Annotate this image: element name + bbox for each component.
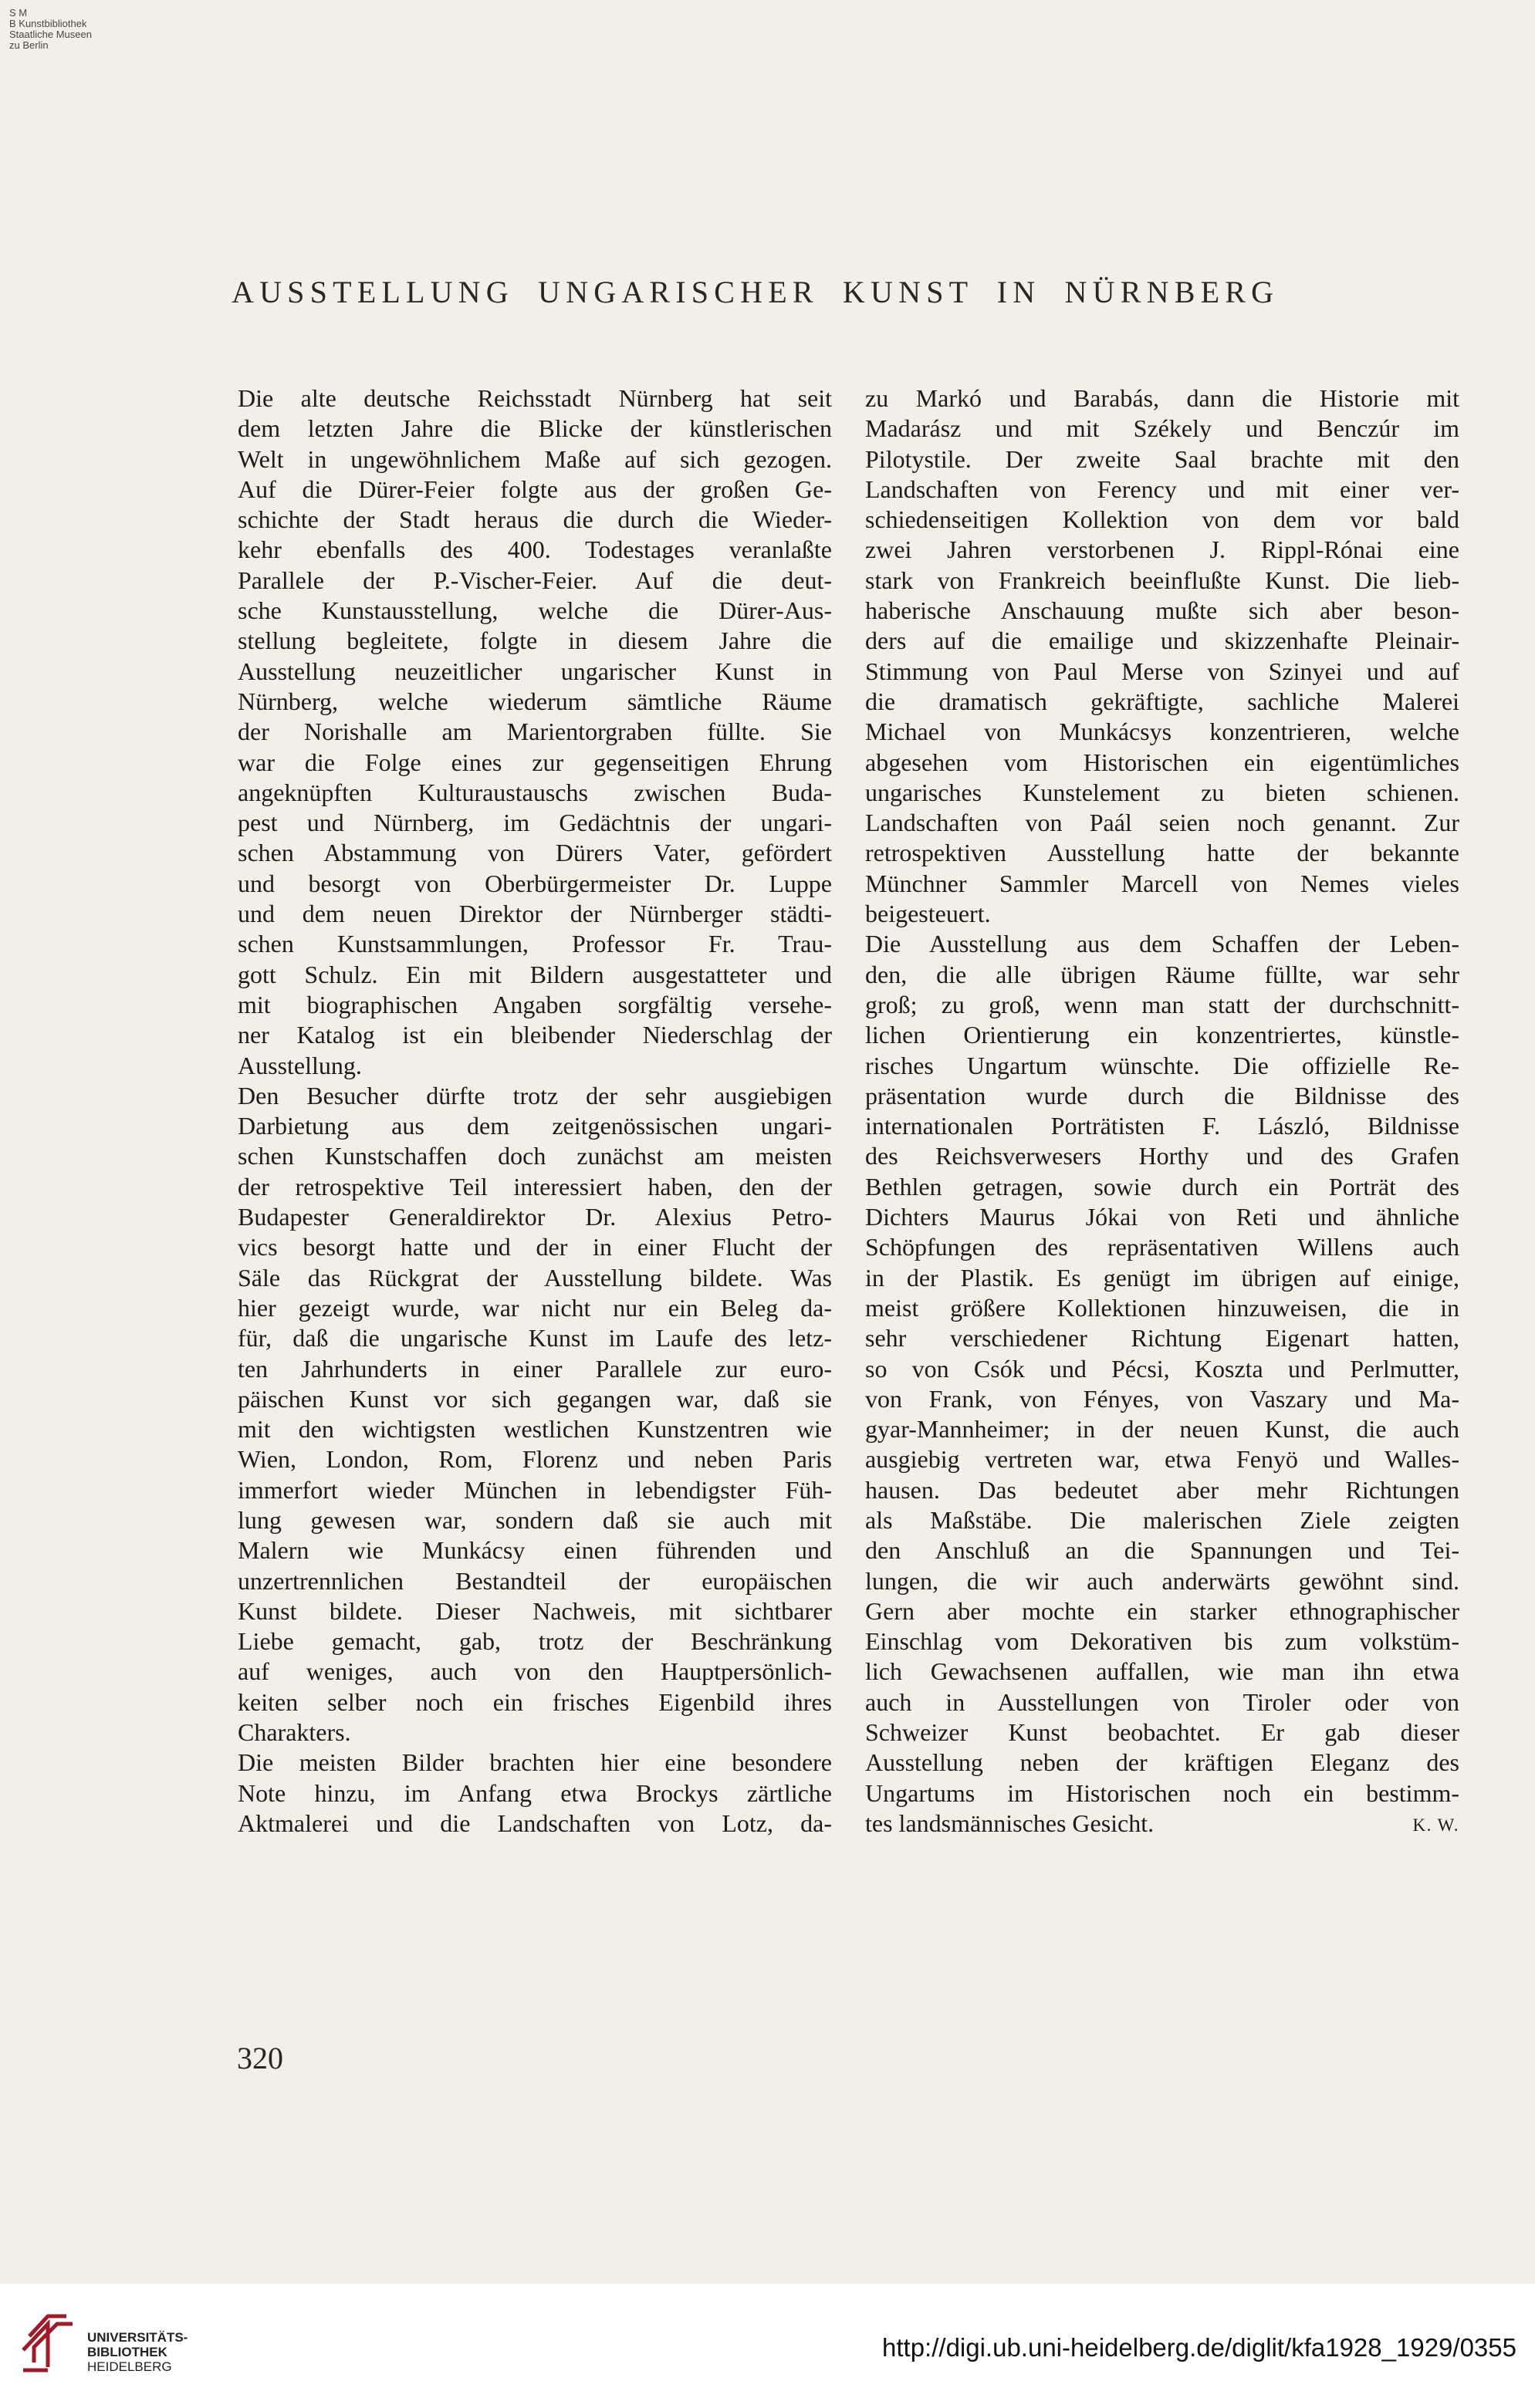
text-line: vics besorgt hatte und der in einer Flucht der — [238, 1233, 832, 1261]
text-line: Gern aber mochte ein starker ethnographischer — [865, 1596, 1459, 1625]
text-line: und dem neuen Direktor der Nürnberger städti- — [238, 900, 832, 928]
text-line: ausgiebig vertreten war, etwa Fenyö und Walles- — [865, 1445, 1459, 1474]
text-line: war die Folge eines zur gegenseitigen Ehrung — [238, 748, 832, 776]
text-line: der retrospektive Teil interessiert haben, den der — [238, 1172, 832, 1201]
author-signature: K. W. — [1412, 1815, 1459, 1835]
text-line: so von Csók und Pécsi, Koszta und Perlmutter, — [865, 1354, 1459, 1383]
text-line: zwei Jahren verstorbenen J. Rippl-Rónai eine — [865, 535, 1459, 564]
source-url-link[interactable]: http://digi.ub.uni-heidelberg.de/diglit/kfa1928_1929/0355 — [882, 2333, 1516, 2362]
text-line: hausen. Das bedeutet aber mehr Richtungen — [865, 1475, 1459, 1504]
library-name: UNIVERSITÄTS- BIBLIOTHEK HEIDELBERG — [87, 2330, 188, 2374]
text-line: Ungartums im Historischen noch ein bestimm- — [865, 1778, 1459, 1807]
text-line: Säle das Rückgrat der Ausstellung bildete. Was — [238, 1263, 832, 1292]
text-line: risches Ungartum wünschte. Die offizielle Re- — [865, 1051, 1459, 1079]
text-line: Nürnberg, welche wiederum sämtliche Räume — [238, 687, 832, 715]
text-line: präsentation wurde durch die Bildnisse des — [865, 1081, 1459, 1109]
text-line: Münchner Sammler Marcell von Nemes vieles — [865, 869, 1459, 897]
text-line: mit den wichtigsten westlichen Kunstzentren wie — [238, 1415, 832, 1444]
text-line: retrospektiven Ausstellung hatte der bekannte — [865, 839, 1459, 867]
text-line: Note hinzu, im Anfang etwa Brockys zärtliche — [238, 1778, 832, 1807]
ub-heidelberg-logo-icon — [17, 2305, 79, 2375]
text-line: Landschaften von Ferency und mit einer ver- — [865, 475, 1459, 503]
text-line: meist größere Kollektionen hinzuweisen, die in — [865, 1293, 1459, 1322]
text-line: schen Abstammung von Dürers Vater, gefördert — [238, 839, 832, 867]
text-line: schen Kunstschaffen doch zunächst am meisten — [238, 1142, 832, 1170]
text-line: sehr verschiedener Richtung Eigenart hatten, — [865, 1324, 1459, 1353]
text-line: gott Schulz. Ein mit Bildern ausgestatteter und — [238, 960, 832, 988]
text-line: dem letzten Jahre die Blicke der künstlerischen — [238, 414, 832, 443]
digitization-footer — [0, 2284, 1535, 2408]
text-line: auch in Ausstellungen von Tiroler oder von — [865, 1687, 1459, 1716]
text-line: auf weniges, auch von den Hauptpersönlich- — [238, 1657, 832, 1686]
text-line: die dramatisch gekräftigte, sachliche Malerei — [865, 687, 1459, 715]
text-line: Ausstellung neuzeitlicher ungarischer Kunst in — [238, 657, 832, 685]
text-line: ungarisches Kunstelement zu bieten schienen. — [865, 778, 1459, 806]
text-line: Auf die Dürer-Feier folgte aus der großen Ge- — [238, 475, 832, 503]
right-text-column — [865, 383, 1459, 1839]
text-line: sche Kunstausstellung, welche die Dürer-Aus- — [238, 596, 832, 625]
text-line: ders auf die emailige und skizzenhafte Pleinair- — [865, 626, 1459, 655]
text-line: kehr ebenfalls des 400. Todestages veranlaßte — [238, 535, 832, 564]
text-line: Den Besucher dürfte trotz der sehr ausgiebigen — [238, 1081, 832, 1109]
text-line: immerfort wieder München in lebendigster Füh- — [238, 1475, 832, 1504]
text-line: keiten selber noch ein frisches Eigenbild ihres — [238, 1687, 832, 1716]
text-line: Schweizer Kunst beobachtet. Er gab dieser — [865, 1718, 1459, 1747]
text-line: abgesehen vom Historischen ein eigentümliches — [865, 748, 1459, 776]
text-line: und besorgt von Oberbürgermeister Dr. Luppe — [238, 869, 832, 897]
text-line: lung gewesen war, sondern daß sie auch mit — [238, 1505, 832, 1534]
text-line: lungen, die wir auch anderwärts gewöhnt sind. — [865, 1566, 1459, 1595]
text-line: Stimmung von Paul Merse von Szinyei und auf — [865, 657, 1459, 685]
text-line: Darbietung aus dem zeitgenössischen ungari- — [238, 1112, 832, 1140]
text-line: Welt in ungewöhnlichem Maße auf sich gezogen. — [238, 444, 832, 473]
text-line: Aktmalerei und die Landschaften von Lotz, da- — [238, 1809, 832, 1837]
text-line: hier gezeigt wurde, war nicht nur ein Beleg da- — [238, 1293, 832, 1322]
text-line: Ausstellung neben der kräftigen Eleganz des — [865, 1748, 1459, 1777]
text-line: beigesteuert. — [865, 900, 991, 928]
text-line: Ausstellung. — [238, 1051, 362, 1079]
text-line-content: tes landsmännisches Gesicht. — [865, 1809, 1155, 1837]
text-line: Schöpfungen des repräsentativen Willens auch — [865, 1233, 1459, 1261]
text-line: schichte der Stadt heraus die durch die Wieder- — [238, 505, 832, 534]
article-heading: AUSSTELLUNG UNGARISCHER KUNST IN NÜRNBERG — [232, 275, 1280, 309]
text-line: lich Gewachsenen auffallen, wie man ihn etwa — [865, 1657, 1459, 1686]
text-line: ten Jahrhunderts in einer Parallele zur euro- — [238, 1354, 832, 1383]
text-line: Charakters. — [238, 1718, 351, 1747]
text-line: Die alte deutsche Reichsstadt Nürnberg hat seit — [238, 384, 832, 412]
text-line: Bethlen getragen, sowie durch ein Porträt des — [865, 1172, 1459, 1201]
text-line: gyar-Mannheimer; in der neuen Kunst, die auch — [865, 1415, 1459, 1444]
text-line: von Frank, von Fényes, von Vaszary und Ma- — [865, 1384, 1459, 1413]
text-line: stellung begleitete, folgte in diesem Jahre die — [238, 626, 832, 655]
text-line: Die meisten Bilder brachten hier eine besondere — [238, 1748, 832, 1777]
text-line: Kunst bildete. Dieser Nachweis, mit sichtbarer — [238, 1596, 832, 1625]
text-line: Pilotystile. Der zweite Saal brachte mit den — [865, 444, 1459, 473]
text-line: schen Kunstsammlungen, Professor Fr. Trau- — [238, 930, 832, 958]
text-line: angeknüpften Kulturaustauschs zwischen Buda- — [238, 778, 832, 806]
text-line: Michael von Munkácsys konzentrieren, welche — [865, 718, 1459, 746]
text-line: päischen Kunst vor sich gegangen war, daß sie — [238, 1384, 832, 1413]
text-line: Die Ausstellung aus dem Schaffen der Leben- — [865, 930, 1459, 958]
text-line: Dichters Maurus Jókai von Reti und ähnliche — [865, 1203, 1459, 1231]
left-text-column — [238, 383, 832, 1839]
text-line: internationalen Porträtisten F. László, Bildnisse — [865, 1112, 1459, 1140]
text-line: schiedenseitigen Kollektion von dem vor bald — [865, 505, 1459, 534]
text-line: zu Markó und Barabás, dann die Historie mit — [865, 384, 1459, 412]
library-stamp: S M B Kunstbibliothek Staatliche Museen zu Berlin — [9, 7, 92, 51]
text-line: groß; zu groß, wenn man statt der durchschnitt- — [865, 990, 1459, 1018]
text-line: Madarász und mit Székely und Benczúr im — [865, 414, 1459, 443]
text-line: in der Plastik. Es genügt im übrigen auf einige, — [865, 1263, 1459, 1292]
text-line: der Norishalle am Marientorgraben füllte. Sie — [238, 718, 832, 746]
text-line: lichen Orientierung ein konzentriertes, künstle- — [865, 1021, 1459, 1049]
text-line — [865, 1809, 1459, 1839]
text-line: mit biographischen Angaben sorgfältig versehe- — [238, 990, 832, 1018]
text-line: Budapester Generaldirektor Dr. Alexius Petro- — [238, 1203, 832, 1231]
text-line: unzertrennlichen Bestandteil der europäischen — [238, 1566, 832, 1595]
text-line: Landschaften von Paál seien noch genannt. Zur — [865, 809, 1459, 837]
text-line: stark von Frankreich beeinflußte Kunst. Die lieb- — [865, 566, 1459, 594]
text-line: Liebe gemacht, gab, trotz der Beschränkung — [238, 1627, 832, 1656]
text-line: Wien, London, Rom, Florenz und neben Paris — [238, 1445, 832, 1474]
text-line: pest und Nürnberg, im Gedächtnis der ungari- — [238, 809, 832, 837]
text-line: den, die alle übrigen Räume füllte, war sehr — [865, 960, 1459, 988]
text-line: Parallele der P.-Vischer-Feier. Auf die deut- — [238, 566, 832, 594]
text-line: ner Katalog ist ein bleibender Niederschlag der — [238, 1021, 832, 1049]
text-line: als Maßstäbe. Die malerischen Ziele zeigten — [865, 1505, 1459, 1534]
text-line: den Anschluß an die Spannungen und Tei- — [865, 1536, 1459, 1565]
text-line: Malern wie Munkácsy einen führenden und — [238, 1536, 832, 1565]
text-line: haberische Anschauung mußte sich aber beson- — [865, 596, 1459, 625]
text-line: des Reichsverwesers Horthy und des Grafen — [865, 1142, 1459, 1170]
page-number: 320 — [237, 2041, 283, 2075]
text-line: Einschlag vom Dekorativen bis zum volkstüm- — [865, 1627, 1459, 1656]
text-line: für, daß die ungarische Kunst im Laufe des letz- — [238, 1324, 832, 1353]
